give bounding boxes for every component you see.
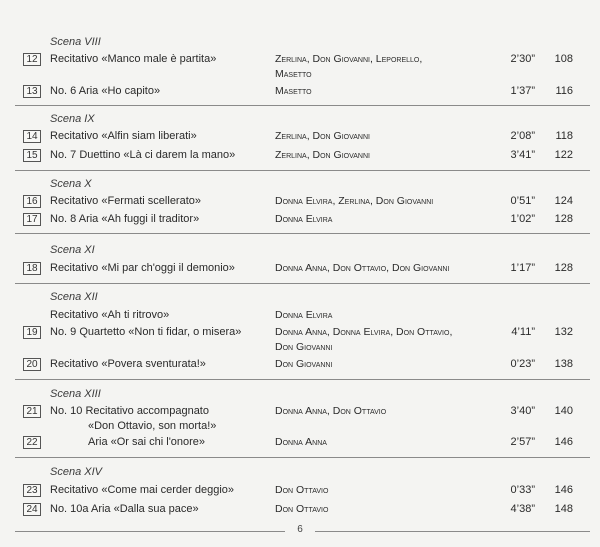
page-number: 6 [297, 524, 303, 535]
scene-heading: Scena XI [50, 244, 95, 256]
track-page: 128 [554, 213, 573, 225]
track-number: 21 [23, 405, 41, 418]
track-page: 122 [554, 149, 573, 161]
scene-heading: Scena IX [50, 113, 95, 125]
track-number: 16 [23, 195, 41, 208]
track-page: 108 [554, 53, 573, 65]
track-duration: 2’57” [510, 436, 535, 448]
track-number: 22 [23, 436, 41, 449]
track-duration: 3’40” [510, 405, 535, 417]
track-cast: Donna Anna, Donna Elvira, Don Ottavio, [275, 326, 453, 338]
track-title: Recitativo «Ah ti ritrovo» [50, 309, 170, 321]
track-duration: 0’33” [510, 484, 535, 496]
track-title: Aria «Or sai chi l'onore» [88, 436, 206, 448]
track-title: «Don Ottavio, son morta!» [88, 420, 217, 432]
track-cast: Zerlina, Don Giovanni, Leporello, [275, 53, 423, 65]
track-duration: 1’37” [510, 85, 535, 97]
track-row [0, 503, 600, 521]
divider [15, 233, 590, 234]
track-row [0, 309, 600, 327]
track-duration: 4’38” [510, 503, 535, 515]
track-duration: 1’02” [510, 213, 535, 225]
track-row [0, 484, 600, 502]
track-row [0, 85, 600, 103]
track-title: No. 6 Aria «Ho capito» [50, 85, 161, 97]
scene-heading: Scena XII [50, 291, 98, 303]
track-page: 148 [554, 503, 573, 515]
track-title: No. 8 Aria «Ah fuggi il traditor» [50, 213, 200, 225]
track-number: 13 [23, 85, 41, 98]
track-duration: 3’41” [510, 149, 535, 161]
divider [15, 379, 590, 380]
track-duration: 2’08” [510, 130, 535, 142]
track-title: Recitativo «Fermati scellerato» [50, 195, 202, 207]
track-row [0, 195, 600, 213]
track-row [0, 358, 600, 376]
track-duration: 0’23” [510, 358, 535, 370]
divider [15, 170, 590, 171]
track-number: 12 [23, 53, 41, 66]
track-title: Recitativo «Povera sventurata!» [50, 358, 206, 370]
track-cast: Donna Anna, Don Ottavio, Don Giovanni [275, 262, 450, 274]
divider [15, 457, 590, 458]
track-title: No. 9 Quartetto «Non ti fidar, o misera» [50, 326, 242, 338]
track-title: Recitativo «Alfin siam liberati» [50, 130, 197, 142]
track-page: 132 [554, 326, 573, 338]
track-row [0, 149, 600, 167]
track-row-continuation [0, 341, 600, 359]
track-page: 128 [554, 262, 573, 274]
track-row [0, 262, 600, 280]
track-duration: 2’30” [510, 53, 535, 65]
track-cast: Donna Anna [275, 436, 327, 448]
track-title: Recitativo «Manco male è partita» [50, 53, 217, 65]
track-title: No. 7 Duettino «Là ci darem la mano» [50, 149, 236, 161]
track-cast: Zerlina, Don Giovanni [275, 149, 370, 161]
track-number: 15 [23, 149, 41, 162]
track-cast: Donna Elvira, Zerlina, Don Giovanni [275, 195, 434, 207]
track-cast: Don Ottavio [275, 484, 329, 496]
track-page: 118 [555, 130, 573, 142]
track-page: 138 [554, 358, 573, 370]
track-cast: Donna Anna, Don Ottavio [275, 405, 387, 417]
track-row-continuation [0, 68, 600, 86]
divider [15, 283, 590, 284]
track-number: 20 [23, 358, 41, 371]
track-row [0, 213, 600, 231]
track-page: 146 [554, 484, 573, 496]
scene-heading: Scena XIV [50, 466, 102, 478]
track-cast: Don Ottavio [275, 503, 329, 515]
footer-rule-left [15, 531, 285, 532]
track-number: 19 [23, 326, 41, 339]
track-page: 140 [554, 405, 573, 417]
divider [15, 105, 590, 106]
track-cast: Masetto [275, 85, 312, 97]
track-cast: Don Giovanni [275, 358, 333, 370]
track-duration: 0’51” [510, 195, 535, 207]
track-number: 18 [23, 262, 41, 275]
scene-heading: Scena VIII [50, 36, 101, 48]
track-duration: 1’17” [510, 262, 535, 274]
track-cast: Masetto [275, 68, 312, 80]
track-cast: Don Giovanni [275, 341, 333, 353]
track-row [0, 436, 600, 454]
track-number: 23 [23, 484, 41, 497]
track-page: 116 [555, 85, 573, 97]
track-cast: Zerlina, Don Giovanni [275, 130, 370, 142]
track-number: 24 [23, 503, 41, 516]
track-duration: 4’11” [511, 326, 535, 338]
track-title: Recitativo «Mi par ch'oggi il demonio» [50, 262, 235, 274]
footer-rule-right [315, 531, 590, 532]
track-title: No. 10a Aria «Dalla sua pace» [50, 503, 199, 515]
track-cast: Donna Elvira [275, 213, 333, 225]
track-cast: Donna Elvira [275, 309, 333, 321]
scene-heading: Scena X [50, 178, 92, 190]
track-title: Recitativo «Come mai cerder deggio» [50, 484, 235, 496]
track-title: No. 10 Recitativo accompagnato [50, 405, 209, 417]
track-number: 14 [23, 130, 41, 143]
scene-heading: Scena XIII [50, 388, 101, 400]
track-page: 146 [554, 436, 573, 448]
track-number: 17 [23, 213, 41, 226]
track-row [0, 130, 600, 148]
track-page: 124 [554, 195, 573, 207]
